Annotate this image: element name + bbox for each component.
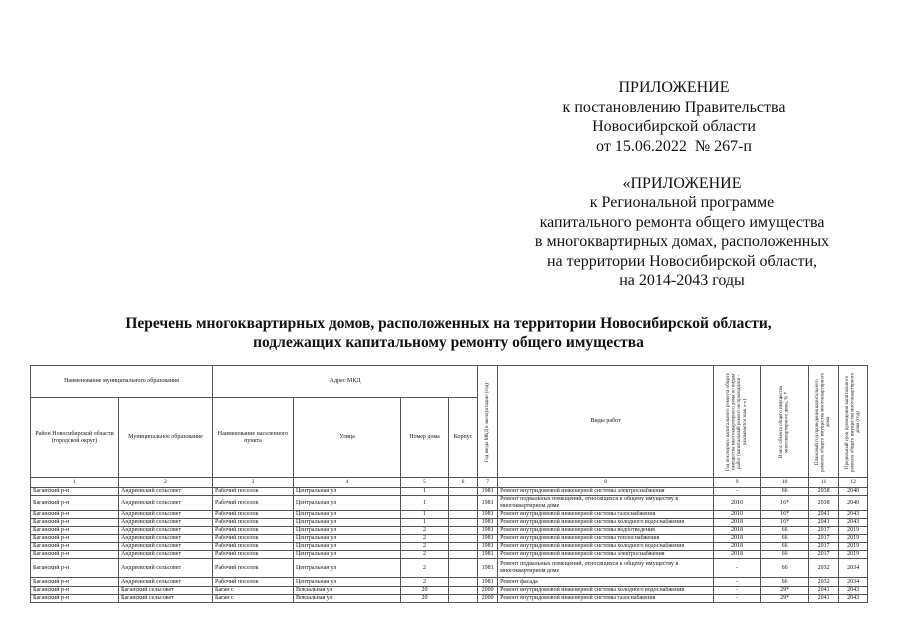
- table-row: [31, 535, 868, 543]
- cell-deadline-year: 2019: [839, 543, 868, 551]
- cell-street: Центральная ул: [294, 559, 401, 578]
- table-row: [31, 595, 868, 603]
- cell-settlement: Рабочий поселок: [213, 511, 294, 519]
- cell-district: Баганский р-н: [31, 587, 119, 595]
- cell-work-type: Ремонт подвальных помещений, относящихся к общему имуществу в многоквартирном доме: [498, 496, 714, 511]
- cell-planned-year: 2041: [809, 587, 839, 595]
- cell-wear-percent: 66: [761, 527, 809, 535]
- cell-municipality: Андреевский сельсовет: [119, 543, 213, 551]
- group-header-address: Адрес МКД: [213, 366, 478, 398]
- cell-building: [449, 488, 478, 496]
- appendix-line: Новосибирской области: [592, 118, 756, 135]
- cell-building: [449, 559, 478, 578]
- cell-deadline-year: 2019: [839, 535, 868, 543]
- cell-last-repair-year: -: [714, 488, 761, 496]
- cell-street: Центральная ул: [294, 527, 401, 535]
- cell-municipality: Баганский сельсовет: [119, 595, 213, 603]
- cell-year-built: 1981: [478, 551, 498, 559]
- cell-street: Центральная ул: [294, 519, 401, 527]
- cell-wear-percent: 66: [761, 578, 809, 587]
- table-row: [31, 511, 868, 519]
- cell-last-repair-year: -: [714, 578, 761, 587]
- cell-deadline-year: 2040: [839, 488, 868, 496]
- col-header-house-number: Номер дома: [401, 398, 449, 478]
- cell-work-type: Ремонт внутридомовой инженерной системы холодного водоснабжения: [498, 543, 714, 551]
- col-header-settlement: Наименование населенного пункта: [213, 398, 294, 478]
- cell-street: Центральная ул: [294, 511, 401, 519]
- cell-deadline-year: 2043: [839, 587, 868, 595]
- cell-work-type: Ремонт внутридомовой инженерной системы газоснабжения: [498, 595, 714, 603]
- cell-wear-percent: 66: [761, 559, 809, 578]
- cell-last-repair-year: 2018: [714, 535, 761, 543]
- cell-deadline-year: 2040: [839, 496, 868, 511]
- table-row: [31, 578, 868, 587]
- cell-wear-percent: 16*: [761, 496, 809, 511]
- cell-planned-year: 2041: [809, 519, 839, 527]
- col-header-last-repair-year-text: Год последнего капитального ремонта общего имущества многоквартирного дома по видам работ (капитальный ремонт не проводился - указывается знак «-»): [725, 372, 748, 471]
- cell-planned-year: 2038: [809, 496, 839, 511]
- cell-wear-percent: 29*: [761, 587, 809, 595]
- column-number: 3: [213, 478, 294, 488]
- cell-wear-percent: 66: [761, 551, 809, 559]
- program-line: на 2014-2043 годы: [619, 272, 745, 290]
- cell-district: Баганский р-н: [31, 511, 119, 519]
- table-row: [31, 551, 868, 559]
- col-header-planned-year-text: Плановый год проведения капитального ремонта общего имущества многоквартирного дома: [815, 371, 832, 472]
- appendix-heading: ПРИЛОЖЕНИЕ: [618, 79, 730, 96]
- table-row: [31, 587, 868, 595]
- cell-year-built: 1981: [478, 543, 498, 551]
- cell-district: Баганский р-н: [31, 551, 119, 559]
- cell-building: [449, 527, 478, 535]
- cell-house-number: 1: [401, 519, 449, 527]
- cell-house-number: 2: [401, 551, 449, 559]
- col-header-wear-percent: [761, 366, 809, 478]
- cell-settlement: Рабочий поселок: [213, 488, 294, 496]
- cell-year-built: 1981: [478, 578, 498, 587]
- cell-work-type: Ремонт внутридомовой инженерной системы холодного водоснабжения: [498, 519, 714, 527]
- cell-work-type: Ремонт внутридомовой инженерной системы электроснабжения: [498, 551, 714, 559]
- cell-district: Баганский р-н: [31, 519, 119, 527]
- cell-district: Баганский р-н: [31, 559, 119, 578]
- cell-municipality: Андреевский сельсовет: [119, 559, 213, 578]
- cell-planned-year: 2017: [809, 527, 839, 535]
- cell-settlement: Рабочий поселок: [213, 543, 294, 551]
- column-number: 5: [401, 478, 449, 488]
- cell-last-repair-year: -: [714, 587, 761, 595]
- cell-district: Баганский р-н: [31, 535, 119, 543]
- cell-work-type: Ремонт внутридомовой инженерной системы газоснабжения: [498, 511, 714, 519]
- cell-wear-percent: 16*: [761, 519, 809, 527]
- cell-settlement: Рабочий поселок: [213, 496, 294, 511]
- column-number: 6: [449, 478, 478, 488]
- program-line: в многоквартирных домах, расположенных: [534, 233, 830, 251]
- col-header-municipality: Муниципальное образование: [119, 398, 213, 478]
- cell-municipality: Андреевский сельсовет: [119, 511, 213, 519]
- document-title-line: подлежащих капитальному ремонту общего имущества: [253, 334, 644, 351]
- appendix-line: к постановлению Правительства: [562, 98, 786, 116]
- cell-deadline-year: 2034: [839, 578, 868, 587]
- cell-house-number: 2: [401, 559, 449, 578]
- cell-planned-year: 2041: [809, 511, 839, 519]
- col-header-work-type: Виды работ: [498, 366, 714, 478]
- col-header-street: Улица: [294, 398, 401, 478]
- column-number: 11: [809, 478, 839, 488]
- cell-settlement: Рабочий поселок: [213, 559, 294, 578]
- cell-building: [449, 511, 478, 519]
- cell-deadline-year: 2034: [839, 559, 868, 578]
- cell-street: Центральная ул: [294, 496, 401, 511]
- cell-year-built: 1981: [478, 488, 498, 496]
- cell-work-type: Ремонт внутридомовой инженерной системы электроснабжения: [498, 488, 714, 496]
- table-header-row: [31, 366, 868, 398]
- column-number: 7: [478, 478, 498, 488]
- cell-year-built: 2000: [478, 595, 498, 603]
- cell-planned-year: 2017: [809, 551, 839, 559]
- cell-last-repair-year: 2018: [714, 519, 761, 527]
- col-header-deadline-year: [839, 366, 868, 478]
- appendix-program-block: [522, 174, 842, 290]
- cell-municipality: Андреевский сельсовет: [119, 496, 213, 511]
- cell-district: Баганский р-н: [31, 527, 119, 535]
- cell-settlement: Рабочий поселок: [213, 551, 294, 559]
- col-header-wear-percent-text: Износ объекта общего имущества многоквартирного дома, % *: [778, 385, 790, 458]
- cell-deadline-year: 2019: [839, 551, 868, 559]
- cell-street: Центральная ул: [294, 488, 401, 496]
- cell-year-built: 1981: [478, 519, 498, 527]
- cell-building: [449, 587, 478, 595]
- cell-house-number: 1: [401, 488, 449, 496]
- col-header-district: Район Новосибирской области (городской округ): [31, 398, 119, 478]
- cell-planned-year: 2038: [809, 488, 839, 496]
- appendix-resolution-block: [514, 78, 834, 156]
- table-row: [31, 519, 868, 527]
- cell-last-repair-year: -: [714, 559, 761, 578]
- cell-deadline-year: 2019: [839, 527, 868, 535]
- cell-work-type: Ремонт внутридомовой инженерной системы водоотведения: [498, 527, 714, 535]
- cell-municipality: Андреевский сельсовет: [119, 519, 213, 527]
- cell-building: [449, 535, 478, 543]
- cell-municipality: Андреевский сельсовет: [119, 535, 213, 543]
- cell-building: [449, 551, 478, 559]
- col-header-last-repair-year: [714, 366, 761, 478]
- program-heading: «ПРИЛОЖЕНИЕ: [622, 175, 742, 192]
- column-number: 9: [714, 478, 761, 488]
- cell-municipality: Андреевский сельсовет: [119, 488, 213, 496]
- column-number: 2: [119, 478, 213, 488]
- cell-street: Вокзальная ул: [294, 587, 401, 595]
- cell-municipality: Андреевский сельсовет: [119, 551, 213, 559]
- cell-wear-percent: 66: [761, 543, 809, 551]
- cell-building: [449, 519, 478, 527]
- cell-district: Баганский р-н: [31, 543, 119, 551]
- table-row: [31, 527, 868, 535]
- cell-work-type: Ремонт внутридомовой инженерной системы теплоснабжения: [498, 535, 714, 543]
- column-number: 8: [498, 478, 714, 488]
- group-header-municipality: Наименование муниципального образования: [31, 366, 213, 398]
- cell-wear-percent: 66: [761, 488, 809, 496]
- cell-wear-percent: 29*: [761, 595, 809, 603]
- cell-planned-year: 2017: [809, 543, 839, 551]
- cell-year-built: 1981: [478, 511, 498, 519]
- column-number: 12: [839, 478, 868, 488]
- table-row: [31, 496, 868, 511]
- table-row: [31, 488, 868, 496]
- col-header-year-built: [478, 366, 498, 478]
- cell-house-number: 2: [401, 543, 449, 551]
- column-number: 10: [761, 478, 809, 488]
- cell-deadline-year: 2043: [839, 519, 868, 527]
- cell-house-number: 20: [401, 587, 449, 595]
- cell-deadline-year: 2043: [839, 511, 868, 519]
- table-row: [31, 559, 868, 578]
- cell-year-built: 2000: [478, 587, 498, 595]
- program-line: капитального ремонта общего имущества: [539, 213, 825, 231]
- cell-last-repair-year: 2010: [714, 511, 761, 519]
- cell-municipality: Андреевский сельсовет: [119, 578, 213, 587]
- cell-building: [449, 496, 478, 511]
- document-title: [30, 314, 867, 352]
- cell-last-repair-year: 2018: [714, 551, 761, 559]
- cell-last-repair-year: 2018: [714, 527, 761, 535]
- cell-wear-percent: 66: [761, 535, 809, 543]
- cell-settlement: Баган с: [213, 587, 294, 595]
- cell-planned-year: 2032: [809, 578, 839, 587]
- cell-year-built: 1981: [478, 559, 498, 578]
- cell-wear-percent: 16*: [761, 511, 809, 519]
- cell-municipality: Андреевский сельсовет: [119, 527, 213, 535]
- cell-building: [449, 578, 478, 587]
- cell-work-type: Ремонт подвальных помещений, относящихся к общему имуществу в многоквартирном доме: [498, 559, 714, 578]
- cell-district: Баганский р-н: [31, 595, 119, 603]
- cell-year-built: 1981: [478, 527, 498, 535]
- table-row: [31, 543, 868, 551]
- program-line: к Региональной программе: [589, 194, 775, 212]
- column-numbers-row: [31, 478, 868, 488]
- cell-house-number: 20: [401, 595, 449, 603]
- col-header-year-built-text: Год ввода МКД в эксплуатацию (год): [484, 381, 490, 462]
- cell-work-type: Ремонт фасада: [498, 578, 714, 587]
- cell-last-repair-year: 2010: [714, 496, 761, 511]
- cell-last-repair-year: -: [714, 595, 761, 603]
- cell-house-number: 2: [401, 578, 449, 587]
- cell-street: Вокзальная ул: [294, 595, 401, 603]
- cell-house-number: 1: [401, 496, 449, 511]
- cell-house-number: 2: [401, 535, 449, 543]
- cell-municipality: Баганский сельсовет: [119, 587, 213, 595]
- col-header-planned-year: [809, 366, 839, 478]
- houses-table: [30, 365, 868, 603]
- cell-district: Баганский р-н: [31, 578, 119, 587]
- cell-planned-year: 2041: [809, 595, 839, 603]
- cell-planned-year: 2017: [809, 535, 839, 543]
- cell-building: [449, 595, 478, 603]
- appendix-resolution-date-number: от 15.06.2022 № 267-п: [596, 137, 752, 155]
- cell-house-number: 2: [401, 527, 449, 535]
- cell-street: Центральная ул: [294, 551, 401, 559]
- column-number: 1: [31, 478, 119, 488]
- column-number: 4: [294, 478, 401, 488]
- document-title-line: Перечень многоквартирных домов, расположенных на территории Новосибирской области,: [125, 315, 772, 332]
- cell-street: Центральная ул: [294, 578, 401, 587]
- cell-settlement: Рабочий поселок: [213, 535, 294, 543]
- cell-settlement: Рабочий поселок: [213, 578, 294, 587]
- program-line: на территории Новосибирской области,: [546, 252, 818, 270]
- cell-settlement: Рабочий поселок: [213, 527, 294, 535]
- cell-district: Баганский р-н: [31, 488, 119, 496]
- cell-year-built: 1981: [478, 535, 498, 543]
- cell-settlement: Баган с: [213, 595, 294, 603]
- cell-work-type: Ремонт внутридомовой инженерной системы холодного водоснабжения: [498, 587, 714, 595]
- cell-street: Центральная ул: [294, 535, 401, 543]
- cell-house-number: 1: [401, 511, 449, 519]
- col-header-deadline-year-text: Предельный срок проведения капитального ремонта общего имущества многоквартирного дома (год): [844, 371, 861, 472]
- cell-building: [449, 543, 478, 551]
- cell-last-repair-year: 2018: [714, 543, 761, 551]
- cell-district: Баганский р-н: [31, 496, 119, 511]
- cell-street: Центральная ул: [294, 543, 401, 551]
- cell-deadline-year: 2043: [839, 595, 868, 603]
- col-header-building: Корпус: [449, 398, 478, 478]
- cell-planned-year: 2032: [809, 559, 839, 578]
- cell-settlement: Рабочий поселок: [213, 519, 294, 527]
- cell-year-built: 1981: [478, 496, 498, 511]
